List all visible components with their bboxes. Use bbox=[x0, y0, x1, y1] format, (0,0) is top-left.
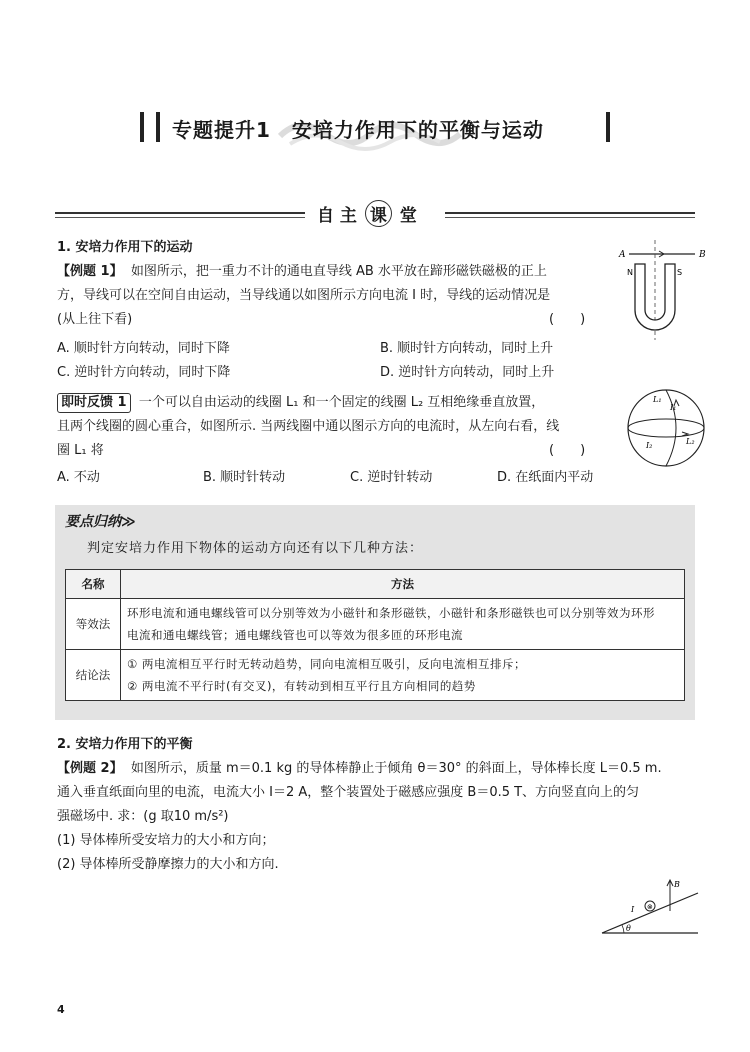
table-header-name: 名称 bbox=[66, 570, 121, 599]
figure2-label-l2: L₂ bbox=[686, 437, 695, 446]
figure1-label-n: N bbox=[627, 268, 633, 277]
figure2-label-i1: I₁ bbox=[670, 403, 677, 412]
title-left-bar-inner bbox=[156, 112, 160, 142]
table-row bbox=[66, 650, 685, 701]
summary-box bbox=[55, 505, 695, 720]
page-number: 4 bbox=[57, 1003, 65, 1016]
banner-line-right bbox=[445, 212, 695, 214]
horseshoe-magnet-figure bbox=[615, 240, 715, 340]
example2-text bbox=[57, 757, 702, 877]
example1-blank: ( ) bbox=[549, 312, 586, 327]
page-title: 专题提升1 安培力作用下的平衡与运动 bbox=[172, 118, 544, 142]
example1-option-c: C. 逆时针方向转动，同时下降 bbox=[57, 365, 231, 380]
table-row bbox=[66, 599, 685, 650]
figure3-label-i: I bbox=[631, 905, 635, 914]
example2-line3: 强磁场中. 求：(g 取10 m/s²) bbox=[57, 809, 229, 824]
example1-line1: 如图所示，把一重力不计的通电直导线 AB 水平放在蹄形磁铁磁极的正上 bbox=[130, 264, 547, 279]
figure1-label-s: S bbox=[677, 268, 683, 277]
example1-line2: 方，导线可以在空间自由运动，当导线通以如图所示方向电流 I 时，导线的运动情况是 bbox=[57, 288, 551, 303]
banner-line-right-thin bbox=[445, 217, 695, 218]
figure2-label-l1: L₁ bbox=[653, 395, 662, 404]
banner-line-left-thin bbox=[55, 217, 305, 218]
row-method bbox=[121, 650, 685, 701]
figure3-label-theta: θ bbox=[626, 924, 631, 933]
summary-intro: 判定安培力作用下物体的运动方向还有以下几种方法： bbox=[87, 541, 424, 556]
banner-left: 自 主 bbox=[317, 206, 357, 226]
banner-text bbox=[317, 200, 417, 227]
title-left-bar bbox=[140, 112, 144, 142]
example2-label: 【例题 2】 bbox=[57, 761, 123, 776]
section2-heading: 2. 安培力作用下的平衡 bbox=[57, 737, 193, 752]
example2-line1: 如图所示，质量 m＝0.1 kg 的导体棒静止于倾角 θ＝30° 的斜面上，导体棒长度 L＝0.5 m. bbox=[130, 761, 662, 776]
incline-figure bbox=[598, 875, 703, 940]
row-name: 结论法 bbox=[66, 650, 121, 701]
figure1-label-a: A bbox=[619, 250, 626, 260]
title-bar bbox=[140, 108, 610, 148]
banner-line-left bbox=[55, 212, 305, 214]
figure2-label-i2: I₂ bbox=[646, 441, 653, 450]
example2-question1: (1) 导体棒所受安培力的大小和方向； bbox=[57, 833, 275, 848]
feedback1-line3: 圈 L₁ 将 bbox=[57, 443, 104, 458]
row-name: 等效法 bbox=[66, 599, 121, 650]
current-into-page-icon: ⊗ bbox=[647, 903, 653, 911]
coils-figure bbox=[620, 386, 712, 470]
banner-right: 堂 bbox=[399, 206, 417, 226]
example2-line2: 通入垂直纸面向里的电流，电流大小 I＝2 A，整个装置处于磁感应强度 B＝0.5 T、方向竖直向上的匀 bbox=[57, 785, 640, 800]
banner-circle: 课 bbox=[365, 200, 392, 227]
row-method-line1: ① 两电流相互平行时无转动趋势，同向电流相互吸引，反向电流相互排斥； bbox=[127, 657, 526, 671]
row-method bbox=[121, 599, 685, 650]
section-banner bbox=[55, 200, 695, 226]
example1-line3: (从上往下看) bbox=[57, 312, 133, 327]
feedback1-line2: 且两个线圈的圆心重合，如图所示. 当两线圈中通以图示方向的电流时，从左向右看，线 bbox=[57, 419, 560, 434]
table-header-method: 方法 bbox=[121, 570, 685, 599]
example1-label: 【例题 1】 bbox=[57, 264, 123, 279]
example1-text bbox=[57, 260, 617, 332]
feedback1-option-b: B. 顺时针转动 bbox=[203, 470, 286, 485]
row-method-line2: 电流和通电螺线管；通电螺线管也可以等效为很多匝的环形电流 bbox=[127, 628, 463, 642]
section1-heading: 1. 安培力作用下的运动 bbox=[57, 240, 193, 255]
feedback1-blank: ( ) bbox=[549, 443, 586, 458]
summary-title: 要点归纳≫ bbox=[65, 514, 136, 530]
example1-option-d: D. 逆时针方向转动，同时上升 bbox=[380, 365, 555, 380]
example1-option-a: A. 顺时针方向转动，同时下降 bbox=[57, 341, 230, 356]
feedback1-text bbox=[57, 391, 617, 463]
figure1-label-b: B bbox=[699, 250, 706, 260]
row-method-line1: 环形电流和通电螺线管可以分别等效为小磁针和条形磁铁，小磁针和条形磁铁也可以分别等效为环形 bbox=[127, 606, 655, 620]
row-method-line2: ② 两电流不平行时(有交叉)，有转动到相互平行且方向相同的趋势 bbox=[127, 679, 476, 693]
feedback1-badge: 即时反馈 1 bbox=[57, 393, 131, 413]
feedback1-option-d: D. 在纸面内平动 bbox=[497, 470, 594, 485]
figure3-label-b: B bbox=[674, 880, 680, 889]
example1-option-b: B. 顺时针方向转动，同时上升 bbox=[380, 341, 554, 356]
feedback1-option-a: A. 不动 bbox=[57, 470, 100, 485]
table-header-row bbox=[66, 570, 685, 599]
feedback1-line1: 一个可以自由运动的线圈 L₁ 和一个固定的线圈 L₂ 互相绝缘垂直放置， bbox=[138, 395, 545, 410]
example2-question2: (2) 导体棒所受静摩擦力的大小和方向. bbox=[57, 857, 279, 872]
feedback1-option-c: C. 逆时针转动 bbox=[350, 470, 433, 485]
methods-table bbox=[65, 569, 685, 701]
title-right-bar bbox=[606, 112, 610, 142]
